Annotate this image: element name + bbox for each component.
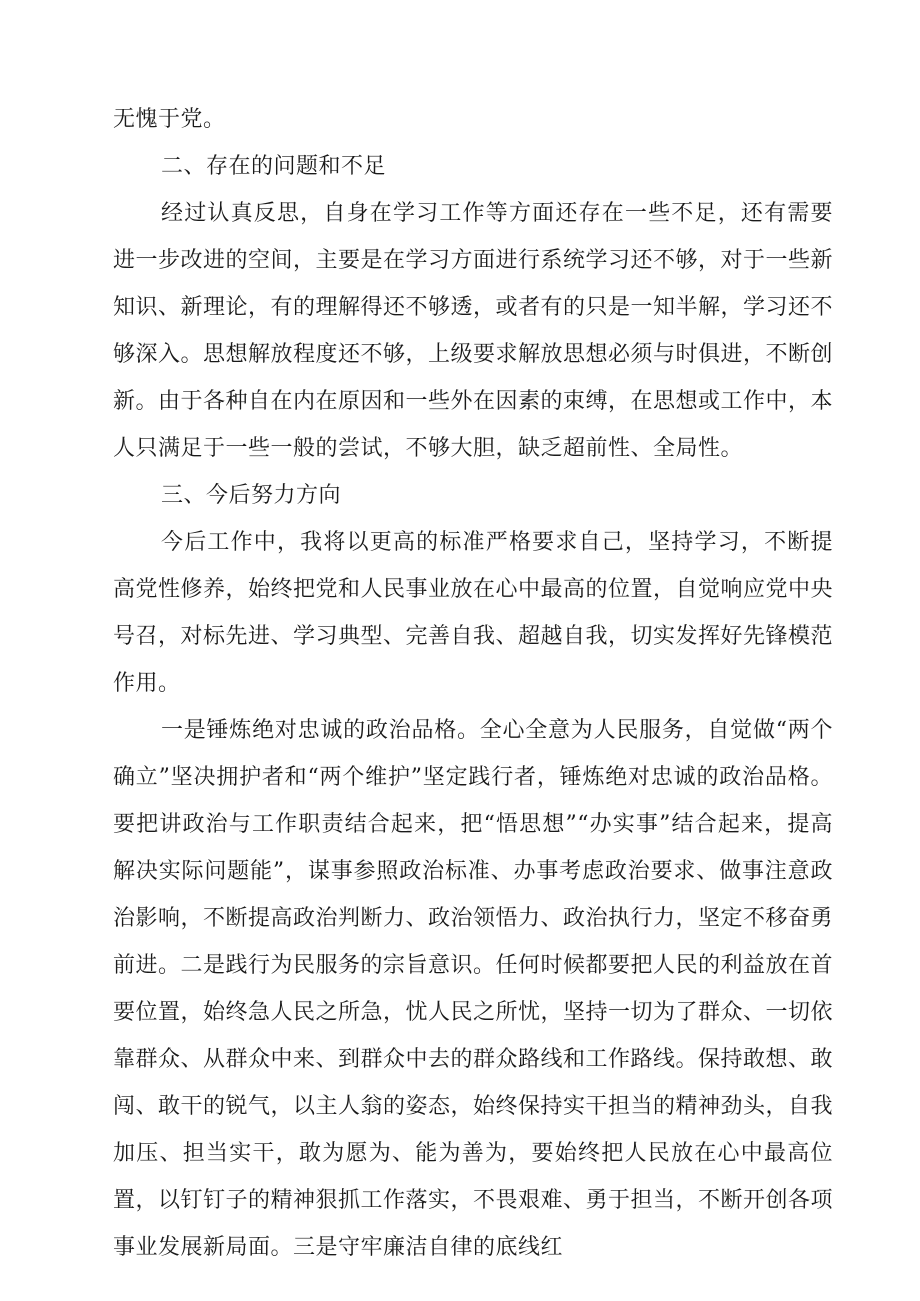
section-heading-problems: 二、存在的问题和不足 (161, 154, 387, 179)
section-heading-direction: 三、今后努力方向 (161, 483, 342, 508)
paragraph-continuation: 无愧于党。 (113, 107, 226, 132)
paragraph-measures: 一是锤炼绝对忠诚的政治品格。全心全意为人民服务，自觉做“两个确立”坚决拥护者和“两个维护”坚定践行者，锤炼绝对忠诚的政治品格。要把讲政治与工作职责结合起来，把“悟思想”“办实事”结合起来，提高解决实际问题能”，谋事参照政治标准、办事考虑政治要求、做事注意政治影响，不断提高政治判断力、政治领悟力、政治执行力，坚定不移奋勇前进。二是践行为民服务的宗旨意识。任何时候都要把人民的利益放在首要位置，始终急人民之所急，忧人民之所忧，坚持一切为了群众、一切依靠群众、从群众中来、到群众中去的群众路线和工作路线。保持敢想、敢闯、敢干的锐气，以主人翁的姿态，始终保持实干担当的精神劲头，自我加压、担当实干，敢为愿为、能为善为，要始终把人民放在心中最高位置，以钉钉子的精神狠抓工作落实，不畏艰难、勇于担当，不断开创各项事业发展新局面。三是守牢廉洁自律的底线红 (113, 718, 834, 1260)
paragraph-problems: 经过认真反思，自身在学习工作等方面还存在一些不足，还有需要进一步改进的空间，主要是在学习方面进行系统学习还不够，对于一些新知识、新理论，有的理解得还不够透，或者有的只是一知半解，学习还不够深入。思想解放程度还不够，上级要求解放思想必须与时俱进，不断创新。由于各种自在内在原因和一些外在因素的束缚，在思想或工作中，本人只满足于一些一般的尝试，不够大胆，缺乏超前性、全局性。 (113, 201, 834, 461)
document-body (113, 96, 833, 1271)
paragraph-direction: 今后工作中，我将以更高的标准严格要求自己，坚持学习，不断提高党性修养，始终把党和人民事业放在心中最高的位置，自觉响应党中央号召，对标先进、学习典型、完善自我、超越自我，切实发挥好先锋模范作用。 (113, 530, 834, 696)
